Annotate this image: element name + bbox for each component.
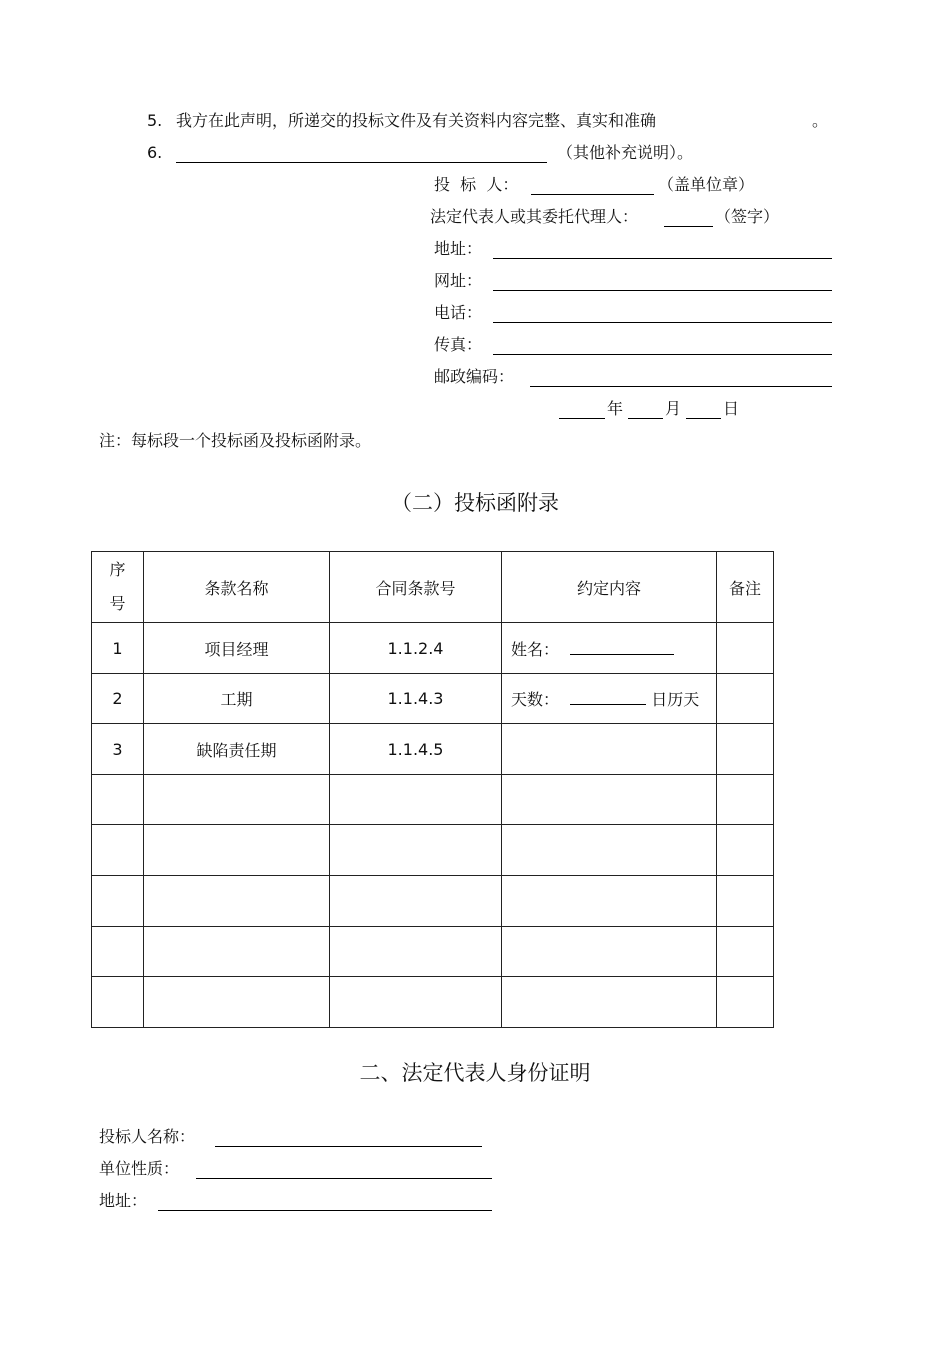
appendix-title: （二）投标函附录 — [391, 491, 559, 515]
empty-cell[interactable] — [330, 977, 502, 1028]
day-blank[interactable] — [686, 418, 721, 419]
empty-cell[interactable] — [502, 927, 717, 977]
row-seq: 1 — [92, 623, 144, 674]
empty-cell[interactable] — [92, 977, 144, 1028]
bidder-name-blank[interactable] — [215, 1146, 482, 1147]
bidder-seal-note: （盖单位章） — [658, 175, 755, 194]
row-content[interactable] — [502, 674, 717, 724]
content-suffix: 日历天 — [651, 690, 700, 709]
empty-cell[interactable] — [717, 977, 774, 1028]
legal-address-label: 地址： — [99, 1191, 148, 1210]
row-remark[interactable] — [717, 724, 774, 775]
content-label: 天数： — [511, 690, 560, 709]
row-content[interactable] — [502, 623, 717, 674]
table-row-empty — [92, 876, 774, 927]
fax-blank[interactable] — [493, 354, 832, 355]
phone-blank[interactable] — [493, 322, 832, 323]
bidder-label: 投 标 人： — [434, 175, 519, 194]
declaration-5-number: 5. — [147, 111, 163, 130]
empty-cell[interactable] — [330, 876, 502, 927]
appendix-table — [91, 551, 774, 1028]
empty-cell[interactable] — [144, 775, 330, 825]
row-seq: 3 — [92, 724, 144, 775]
header-seq — [92, 552, 144, 623]
entity-nature-blank[interactable] — [196, 1178, 492, 1179]
table-row — [92, 724, 774, 775]
header-clause: 合同条款号 — [330, 552, 502, 623]
content-blank[interactable] — [570, 690, 646, 705]
empty-cell[interactable] — [717, 927, 774, 977]
table-row — [92, 623, 774, 674]
header-name: 条款名称 — [144, 552, 330, 623]
table-row-empty — [92, 825, 774, 876]
empty-cell[interactable] — [144, 825, 330, 876]
website-blank[interactable] — [493, 290, 832, 291]
row-name: 工期 — [144, 674, 330, 724]
header-remark: 备注 — [717, 552, 774, 623]
content-label: 姓名： — [511, 639, 560, 659]
entity-nature-label: 单位性质： — [99, 1159, 180, 1178]
empty-cell[interactable] — [717, 825, 774, 876]
address-label: 地址： — [434, 239, 483, 258]
bidder-blank[interactable] — [531, 194, 654, 195]
row-name: 缺陷责任期 — [144, 724, 330, 775]
row-content[interactable] — [502, 724, 717, 775]
empty-cell[interactable] — [92, 825, 144, 876]
empty-cell[interactable] — [717, 775, 774, 825]
row-clause: 1.1.4.3 — [330, 674, 502, 724]
rep-label: 法定代表人或其委托代理人： — [430, 207, 639, 226]
postal-code-label: 邮政编码： — [434, 367, 515, 386]
website-label: 网址： — [434, 271, 483, 290]
declaration-5-end: 。 — [812, 111, 829, 130]
empty-cell[interactable] — [330, 927, 502, 977]
empty-cell[interactable] — [92, 927, 144, 977]
empty-cell[interactable] — [144, 927, 330, 977]
row-remark[interactable] — [717, 674, 774, 724]
declaration-5-text: 我方在此声明，所递交的投标文件及有关资料内容完整、真实和准确 — [176, 111, 657, 130]
row-name: 项目经理 — [144, 623, 330, 674]
table-row-empty — [92, 775, 774, 825]
table-row-empty — [92, 927, 774, 977]
empty-cell[interactable] — [502, 775, 717, 825]
header-content: 约定内容 — [502, 552, 717, 623]
empty-cell[interactable] — [330, 825, 502, 876]
content-blank[interactable] — [570, 640, 674, 655]
row-remark[interactable] — [717, 623, 774, 674]
bidder-name-label: 投标人名称： — [99, 1127, 196, 1146]
day-label: 日 — [723, 399, 740, 418]
declaration-6-suffix: （其他补充说明）。 — [557, 143, 694, 162]
year-label: 年 — [607, 399, 624, 418]
empty-cell[interactable] — [92, 775, 144, 825]
header-seq-text: 序号 — [109, 560, 126, 613]
table-row-empty — [92, 977, 774, 1028]
empty-cell[interactable] — [502, 977, 717, 1028]
row-clause: 1.1.2.4 — [330, 623, 502, 674]
rep-sign-note: （签字） — [715, 207, 780, 226]
address-blank[interactable] — [493, 258, 832, 259]
fax-label: 传真： — [434, 335, 483, 354]
month-label: 月 — [665, 399, 682, 418]
row-seq: 2 — [92, 674, 144, 724]
declaration-6-blank[interactable] — [176, 162, 547, 163]
postal-code-blank[interactable] — [530, 386, 832, 387]
rep-blank[interactable] — [664, 226, 713, 227]
empty-cell[interactable] — [144, 876, 330, 927]
empty-cell[interactable] — [502, 876, 717, 927]
legal-address-blank[interactable] — [158, 1210, 492, 1211]
table-row — [92, 674, 774, 724]
empty-cell[interactable] — [717, 876, 774, 927]
month-blank[interactable] — [628, 418, 663, 419]
note-text: 注：每标段一个投标函及投标函附录。 — [99, 431, 372, 450]
empty-cell[interactable] — [502, 825, 717, 876]
empty-cell[interactable] — [92, 876, 144, 927]
row-clause: 1.1.4.5 — [330, 724, 502, 775]
year-blank[interactable] — [559, 418, 605, 419]
empty-cell[interactable] — [144, 977, 330, 1028]
declaration-6-number: 6. — [147, 143, 163, 162]
phone-label: 电话： — [434, 303, 483, 322]
legal-rep-title: 二、法定代表人身份证明 — [359, 1061, 591, 1085]
empty-cell[interactable] — [330, 775, 502, 825]
table-header-row — [92, 552, 774, 623]
